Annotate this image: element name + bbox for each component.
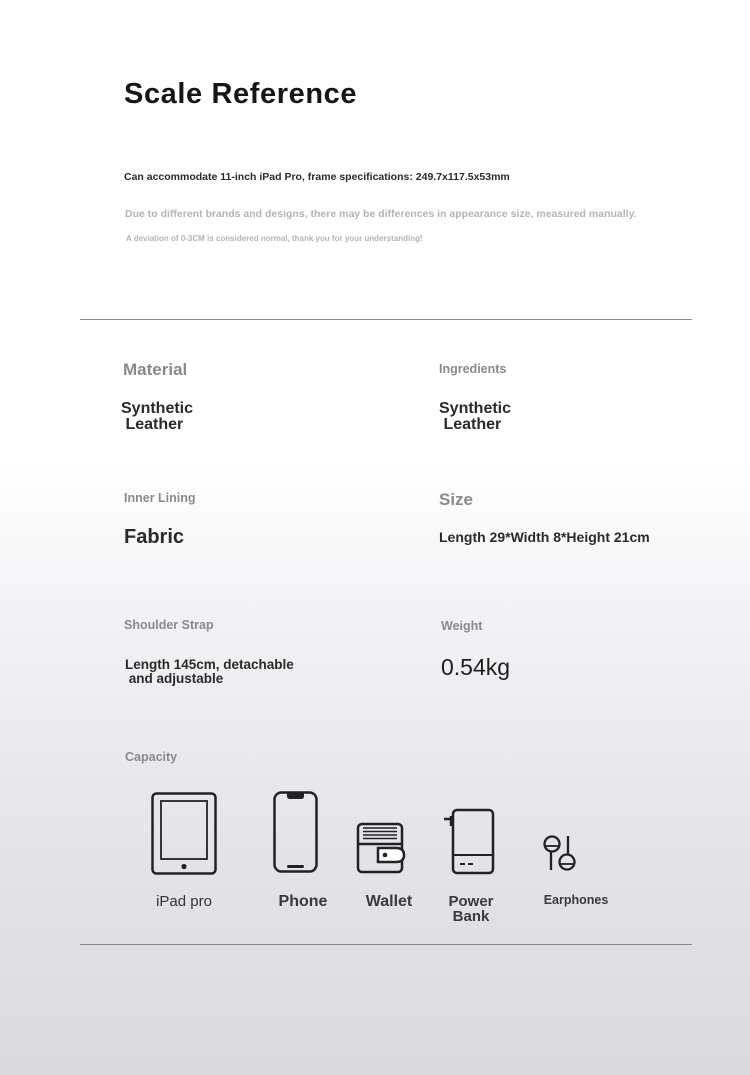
- page-title: Scale Reference: [124, 78, 358, 110]
- size-label: Size: [439, 490, 474, 509]
- top-divider: [80, 319, 692, 320]
- material-label: Material: [123, 360, 188, 379]
- deviation-note: A deviation of 0-3CM is considered normal, thank you for your understanding!: [126, 234, 423, 243]
- tablet-icon: [151, 792, 217, 875]
- capacity-item-power-bank-label: Power Bank: [448, 893, 494, 925]
- weight-value: 0.54kg: [441, 654, 511, 680]
- capacity-item-wallet-label: Wallet: [365, 893, 413, 910]
- capacity-item-earphones-label: Earphones: [543, 893, 609, 907]
- ingredients-label: Ingredients: [439, 362, 507, 376]
- power-bank-icon: [442, 808, 496, 875]
- phone-icon: [273, 791, 318, 873]
- shoulder-strap-value: Length 145cm, detachable and adjustable: [125, 657, 294, 686]
- capacity-item-phone-label: Phone: [278, 893, 328, 910]
- ingredients-value: Synthetic Leather: [439, 400, 512, 433]
- inner-lining-label: Inner Lining: [124, 491, 196, 505]
- shoulder-strap-label: Shoulder Strap: [124, 618, 214, 632]
- size-value: Length 29*Width 8*Height 21cm: [439, 529, 650, 545]
- frame-specification: Can accommodate 11-inch iPad Pro, frame specifications: 249.7x117.5x53mm: [124, 171, 510, 183]
- inner-lining-value: Fabric: [124, 526, 185, 548]
- capacity-label: Capacity: [125, 750, 178, 764]
- measurement-note: Due to different brands and designs, there may be differences in appearance size, measured manually.: [125, 208, 637, 220]
- capacity-item-ipad-label: iPad pro: [156, 893, 212, 910]
- material-value: Synthetic Leather: [121, 400, 194, 433]
- weight-label: Weight: [441, 619, 483, 633]
- earphones-icon: [542, 833, 582, 875]
- wallet-icon: [356, 822, 406, 874]
- bottom-divider: [80, 944, 692, 945]
